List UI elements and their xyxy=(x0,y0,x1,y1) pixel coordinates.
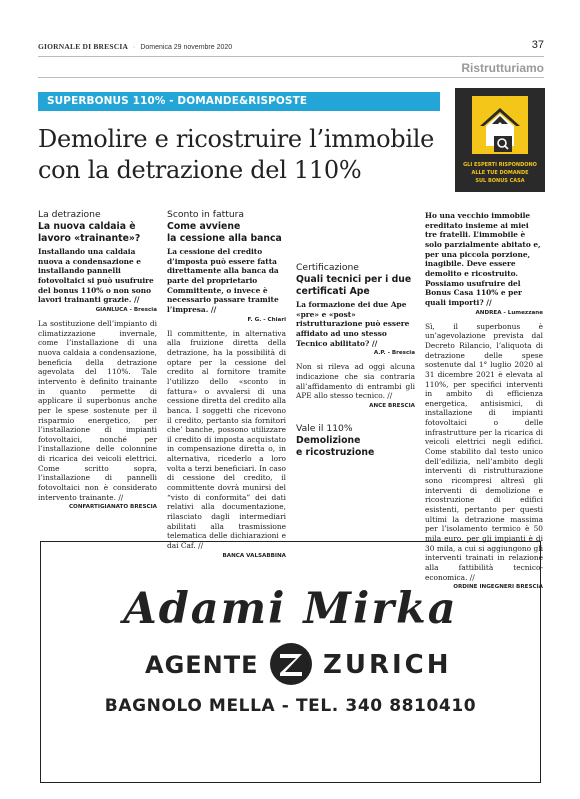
question-text: La formazione dei due Ape «pre» e «post» ristrutturazione può essere affidato ad uno stesso Tecnico abilitato? // xyxy=(296,300,410,348)
answer-text: Non si rileva ad oggi alcuna indicazione che sia contraria all’affidamento di entrambi gli APE allo stesso tecnico. // xyxy=(296,362,415,401)
qa-column-4 xyxy=(425,209,543,591)
agent-contact: BAGNOLO MELLA - TEL. 340 8810410 xyxy=(104,696,477,716)
zurich-logo-icon xyxy=(269,642,313,686)
qa-column-2 xyxy=(167,209,286,560)
qa-block-demolition xyxy=(296,423,415,459)
answer-text: La sostituzione dell’impianto di climatizzazione invernale, come l’installazione di una nuova caldaia a condensazione, beneficia della detrazione agevolata del 110%. Tale intervento è definito trainante in quanto permette di applicare il superbonus anche per le spese sostenute per il risparmio energetico, per l’installazione di impianti fotovoltaici, nonché per l’installazione delle colonnine di ricarica dei veicoli elettrici. Come scritto sopra, l’installazione di pannelli fotovoltaici non è considerato intervento trainante. // xyxy=(38,318,157,502)
asker-signature: GIANLUCA - Brescia xyxy=(95,306,157,313)
section-name: Ristrutturiamo xyxy=(461,61,544,75)
agent-label: AGENTE xyxy=(145,651,259,679)
page-number: 37 xyxy=(531,39,544,51)
page-header xyxy=(38,39,544,56)
question-title: Quali tecnici per i due certificati Ape xyxy=(296,274,412,297)
question-text: Installando una caldaia nuova a condensazione e installando pannelli fotovoltaici si può usufruire del bonus 110% o non sono lavori trainanti grazie. // xyxy=(38,247,154,305)
answerer-signature: ANCE BRESCIA xyxy=(369,402,415,409)
newspaper-name: GIORNALE DI BRESCIA xyxy=(38,42,129,51)
issue-date: Domenica 29 novembre 2020 xyxy=(140,44,233,51)
topic-banner xyxy=(38,92,440,111)
kicker: La detrazione xyxy=(38,209,101,220)
house-search-icon xyxy=(472,96,528,154)
answerer-signature: CONFARTIGIANATO BRESCIA xyxy=(68,504,157,511)
experts-box xyxy=(455,88,545,192)
answerer-signature: ORDINE INGEGNERI BRESCIA xyxy=(453,584,543,591)
question-title: Come avviene la cessione alla banca xyxy=(167,221,282,244)
section-rule xyxy=(38,77,544,78)
experts-caption: GLI ESPERTI RISPONDONO ALLE TUE DOMANDE SUL BONUS CASA xyxy=(463,162,537,184)
kicker: Certificazione xyxy=(296,262,359,273)
asker-signature: F. G. - Chiari xyxy=(247,316,286,323)
answer-text: Il committente, in alternativa alla fruizione diretta della detrazione, ha la possibilità di optare per la cessione del credito al fornitore tramite l’utilizzo dello «sconto in fattura» o avvalersi di una cessione diretta del credito alla banca. I soggetti che ricevono il credito, pertanto sia fornitori che’ banche, possono utilizzare il credito di imposta acquistato in compensazione diretta o, in alternativa, ricederlo a loro volta a terzi beneficiari. In caso di cessione del credito, il committente dovrà munirsi del “visto di conformita” dei dati relativi alla documentazione, rilasciato dagli intermediari abilitati alla trasmissione telematica delle dichiarazioni e dai Caf. // xyxy=(167,328,286,551)
agent-name: Adami Mirka xyxy=(123,584,458,634)
question-title: Demolizione e ricostruzione xyxy=(296,434,375,458)
answer-text: Sì, il superbonus è un’agevolazione prevista dal Decreto Rilancio, l’aliquota di detrazione delle spese sostenute dal 1° luglio 2020 al 31 dicembre 2021 è elevata al 110%, per specifici interventi in ambito di efficienza energetica, antisismici, di installazione di impianti fotovoltaici o delle infrastrutture per la ricarica di veicoli elettrici negli edifici. Come stabilito dal testo unico dell’edilizia, nell’ambito degli interventi di ristrutturazione sono ricompresi altresì gli interventi di demolizione e ricostruzione di edifici esistenti, pertanto per questi ultimi la detrazione massima per l’isolamento termico è 50 mila euro, per gli impianti è di 30 mila, a cui si aggiungono gli interventi trainati in relazione alla fattibilità tecnico-economica. // xyxy=(425,321,543,582)
qa-column-1 xyxy=(38,209,157,511)
kicker: Sconto in fattura xyxy=(167,209,245,220)
answerer-signature: BANCA VALSABBINA xyxy=(222,552,286,559)
question-text: La cessione del credito d’imposta può essere fatta direttamente alla banca da parte del proprietario Committente, o invece è necessario passare tramite l’impresa. // xyxy=(167,247,279,314)
banner-text: SUPERBONUS 110% - DOMANDE&RISPOSTE xyxy=(47,95,308,107)
brand-name: ZURICH xyxy=(323,650,452,680)
kicker: Vale il 110% xyxy=(296,422,353,434)
header-rule xyxy=(38,56,544,57)
asker-signature: A.P. - Brescia xyxy=(373,350,415,357)
main-headline: Demolire e ricostruire l’immobile con la detrazione del 110% xyxy=(38,125,435,184)
advertisement xyxy=(40,541,541,783)
qa-column-3 xyxy=(296,262,415,459)
question-text: Ho una vecchio immobile ereditato insieme ai miei tre fratelli. L’immobile è solo parzialmente abitato e, per una piccola porzione, inagibile. Deve essere demolito e ricostruito. Possiamo usufruire del Bonus Casa 110% e per quali importi? // xyxy=(425,211,541,307)
question-title: La nuova caldaia è lavoro «trainante»? xyxy=(38,221,141,244)
header-separator: · xyxy=(133,44,136,51)
asker-signature: ANDREA - Lumezzane xyxy=(475,309,543,316)
